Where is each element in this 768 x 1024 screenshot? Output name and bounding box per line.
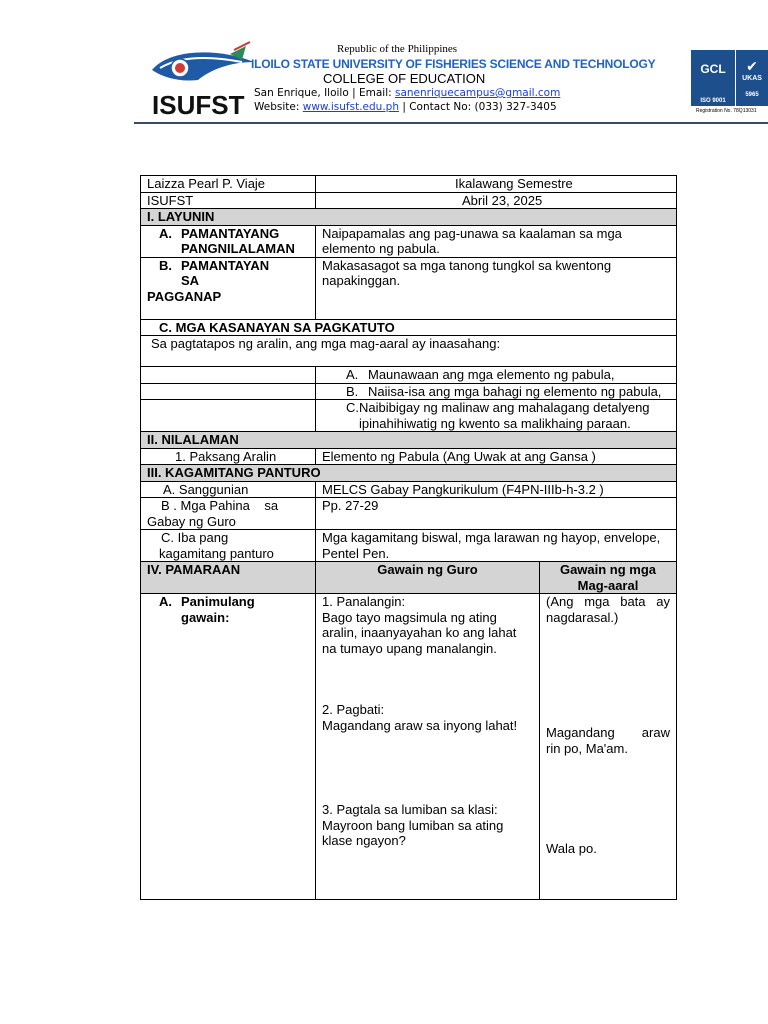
magaaral-response-2b: rin po, Ma'am. bbox=[546, 740, 628, 756]
gawain-magaaral-cell bbox=[540, 594, 677, 900]
certification-badges bbox=[691, 50, 768, 114]
sanggunian-label: A. Sanggunian bbox=[141, 481, 316, 498]
panimulang-gawain-row bbox=[141, 594, 677, 900]
info-row-1 bbox=[141, 176, 677, 193]
iba-pang-kagamitan-row bbox=[141, 530, 677, 562]
gcl-label: GCL bbox=[700, 62, 726, 76]
kasanayan-heading: C. MGA KASANAYAN SA PAGKATUTO bbox=[141, 319, 677, 336]
check-icon: ✔ bbox=[746, 58, 758, 74]
email-link[interactable]: sanenriquecampus@gmail.com bbox=[395, 87, 561, 99]
pamantayan-sa-pagganap-label: B. PAMANTAYAN SA PAGGANAP bbox=[141, 257, 316, 319]
objective-a: A. Maunawaan ang mga elemento ng pabula, bbox=[316, 367, 677, 384]
magaaral-response-1: (Ang mga bata ay nagdarasal.) bbox=[546, 594, 670, 625]
kasanayan-intro: Sa pagtatapos ng aralin, ang mga mag-aaral ay inaasahang: bbox=[141, 336, 677, 367]
website-link[interactable]: www.isufst.edu.ph bbox=[302, 101, 399, 113]
school-name: ISUFST bbox=[141, 192, 316, 209]
layunin-b-row bbox=[141, 257, 677, 319]
pamantayan-sa-pagganap-text: Makasasagot sa mga tanong tungkol sa kwentong napakinggan. bbox=[316, 257, 677, 319]
iso-label: ISO 9001 bbox=[700, 98, 726, 104]
contact-number: | Contact No: (033) 327-3405 bbox=[398, 101, 557, 113]
sanggunian-row bbox=[141, 481, 677, 498]
lesson-plan-table bbox=[140, 175, 677, 900]
pamantayang-pangnilalaman-label: A. PAMANTAYANG PANGNILALAMAN bbox=[141, 225, 316, 257]
university-name: ILOILO STATE UNIVERSITY OF FISHERIES SCIENCE AND TECHNOLOGY bbox=[251, 57, 656, 71]
panalangin-text: Bago tayo magsimula ng ating aralin, inaanyayahan ko ang lahat na tumayo upang manalangin. bbox=[322, 609, 517, 656]
cert-number: 5965 bbox=[745, 92, 759, 98]
pagtala-title: 3. Pagtala sa lumiban sa klasi: bbox=[322, 802, 498, 817]
section-kagamitan-heading: III. KAGAMITANG PANTURO bbox=[141, 465, 677, 482]
website-line bbox=[254, 101, 557, 113]
gcl-badge bbox=[691, 50, 735, 106]
col-gawain-magaaral: Gawain ng mga Mag-aaral bbox=[540, 562, 677, 594]
logo-wordmark: ISUFST bbox=[152, 90, 245, 120]
semester: Ikalawang Semestre bbox=[316, 176, 677, 193]
registration-number: Registration No. 78Q13031 bbox=[696, 108, 757, 114]
objective-row-c bbox=[141, 400, 677, 432]
ukas-badge bbox=[736, 50, 768, 106]
panimulang-gawain-label: A. Panimulang gawain: bbox=[141, 594, 316, 900]
panalangin-title: 1. Panalangin: bbox=[322, 594, 406, 609]
pamantayang-pangnilalaman-text: Naipapamalas ang pag-unawa sa kaalaman sa mga elemento ng pabula. bbox=[316, 225, 677, 257]
letterhead bbox=[0, 0, 768, 130]
sanggunian-value: MELCS Gabay Pangkurikulum (F4PN-IIIb-h-3.2 ) bbox=[316, 481, 677, 498]
objective-row-b bbox=[141, 383, 677, 400]
objective-b: B. Naiisa-isa ang mga bahagi ng elemento ng pabula, bbox=[316, 383, 677, 400]
teacher-name: Laizza Pearl P. Viaje bbox=[141, 176, 316, 193]
iba-pang-kagamitan-value: Mga kagamitang biswal, mga larawan ng hayop, envelope, Pentel Pen. bbox=[316, 530, 677, 562]
section-pamaraan-heading: IV. PAMARAAN bbox=[141, 562, 316, 594]
paksa-row bbox=[141, 448, 677, 465]
address-line bbox=[254, 87, 560, 99]
pahina-label: B . Mga Pahina sa Gabay ng Guro bbox=[141, 498, 316, 530]
iba-pang-kagamitan-label: C. Iba pang kagamitang panturo bbox=[141, 530, 316, 562]
website-prefix: Website: bbox=[254, 101, 303, 113]
lesson-date: Abril 23, 2025 bbox=[316, 192, 677, 209]
objective-c: C. Naibibigay ng malinaw ang mahalagang detalyeng ipinahihiwatig ng kwento sa malikhaing paraan. bbox=[316, 400, 677, 432]
magaaral-response-2a: Magandang araw bbox=[546, 725, 670, 740]
pagbati-title: 2. Pagbati: bbox=[322, 702, 385, 717]
college-name: COLLEGE OF EDUCATION bbox=[323, 71, 486, 86]
magaaral-response-3: Wala po. bbox=[546, 841, 597, 856]
objective-row-a bbox=[141, 367, 677, 384]
section-nilalaman-heading: II. NILALAMAN bbox=[141, 432, 677, 449]
pagbati-text: Magandang araw sa inyong lahat! bbox=[322, 717, 518, 733]
ukas-label: UKAS bbox=[742, 75, 762, 82]
header-divider bbox=[134, 122, 768, 124]
section-layunin-heading: I. LAYUNIN bbox=[141, 209, 677, 226]
republic-label: Republic of the Philippines bbox=[337, 43, 458, 55]
pagtala-text: Mayroon bang lumiban sa ating klase ngayon? bbox=[322, 817, 504, 848]
pahina-row bbox=[141, 498, 677, 530]
paksa-value: Elemento ng Pabula (Ang Uwak at ang Gansa ) bbox=[316, 448, 677, 465]
layunin-a-row bbox=[141, 225, 677, 257]
pamaraan-header-row bbox=[141, 562, 677, 594]
paksa-label: 1. Paksang Aralin bbox=[141, 448, 316, 465]
info-row-2 bbox=[141, 192, 677, 209]
address-prefix: San Enrique, Iloilo | Email: bbox=[254, 87, 395, 99]
isufst-logo bbox=[150, 40, 260, 120]
col-gawain-guro: Gawain ng Guro bbox=[316, 562, 540, 594]
pahina-value: Pp. 27-29 bbox=[316, 498, 677, 530]
gawain-guro-cell bbox=[316, 594, 540, 900]
